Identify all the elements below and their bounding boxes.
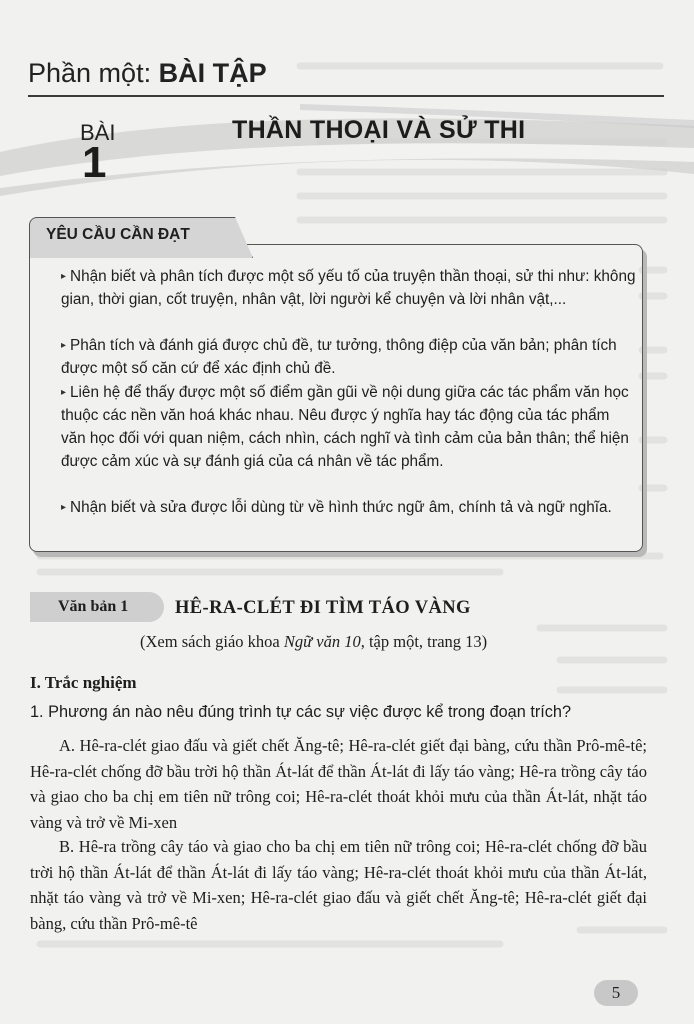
requirement-item [61,265,637,311]
requirement-text: Liên hệ để thấy được một số điểm gần gũi về nội dung giữa các tác phẩm văn học thuộc các nền văn hoá khác nhau. Nêu được ý nghĩa hay tác động của tác phẩm văn học đối với quan niệm, cách nhìn, cách nghĩ và tình cảm của bản thân; thể hiện được cảm xúc và sự đánh giá của cá nhân về tác phẩm. [61,384,629,470]
part-heading: BÀI TẬP [158,58,267,88]
requirement-item [61,496,637,519]
question-1: 1. Phương án nào nêu đúng trình tự các sự việc được kể trong đoạn trích? [30,703,572,721]
section-heading: I. Trắc nghiệm [30,673,137,692]
reference-book: Ngữ văn 10 [283,632,361,651]
requirement-item [61,381,637,473]
requirement-item [61,334,637,380]
reference-prefix: (Xem sách giáo khoa [140,632,284,651]
lesson-number: 1 [82,138,107,187]
requirement-text: Nhận biết và sửa được lỗi dùng từ về hình thức ngữ âm, chính tả và ngữ nghĩa. [70,499,612,516]
bullet-icon: ▸ [61,387,67,398]
requirements-heading: YÊU CẦU CẦN ĐẠT [46,226,190,243]
option-a: A. Hê-ra-clét giao đấu và giết chết Ăng-tê; Hê-ra-clét giết đại bàng, cứu thần Prô-mê-tê; Hê-ra-clét chống đỡ bầu trời hộ thần Át-lát để thần Át-lát đi lấy táo vàng; Hê-ra trồng cây táo và giao cho ba chị em tiên nữ trông coi; Hê-ra-clét thoát khỏi mưu của thần Át-lát, nhặt táo vàng và trở về Mi-xen [30,736,647,832]
lesson-label: BÀI [80,120,116,145]
bullet-icon: ▸ [61,502,67,513]
reference-suffix: , tập một, trang 13) [360,632,488,651]
text-title: HÊ-RA-CLÉT ĐI TÌM TÁO VÀNG [175,598,471,618]
requirement-text: Nhận biết và phân tích được một số yếu tố của truyện thần thoại, sử thi như: không gian, thời gian, cốt truyện, nhân vật, lời người kể chuyện và lời nhân vật,... [61,268,636,308]
part-divider [28,95,664,97]
textbook-reference [140,632,487,652]
requirement-text: Phân tích và đánh giá được chủ đề, tư tưởng, thông điệp của văn bản; phân tích được một số căn cứ để xác định chủ đề. [61,337,617,377]
page-number: 5 [611,983,621,1002]
option-b: B. Hê-ra trồng cây táo và giao cho ba chị em tiên nữ trông coi; Hê-ra-clét chống đỡ bầu trời hộ thần Át-lát để thần Át-lát đi lấy táo vàng; Hê-ra-clét thoát khỏi mưu của thần Át-lát, nhặt táo vàng và trở về Mi-xen; Hê-ra-clét giao đấu và giết chết Ăng-tê; Hê-ra-clét giết đại bàng, cứu thần Prô-mê-tê [30,837,647,933]
text-tag: Văn bản 1 [58,598,129,615]
lesson-title: THẦN THOẠI VÀ SỬ THI [232,116,526,144]
part-title [28,58,267,89]
part-prefix: Phần một: [28,58,159,88]
bullet-icon: ▸ [61,340,67,351]
bullet-icon: ▸ [61,271,67,282]
